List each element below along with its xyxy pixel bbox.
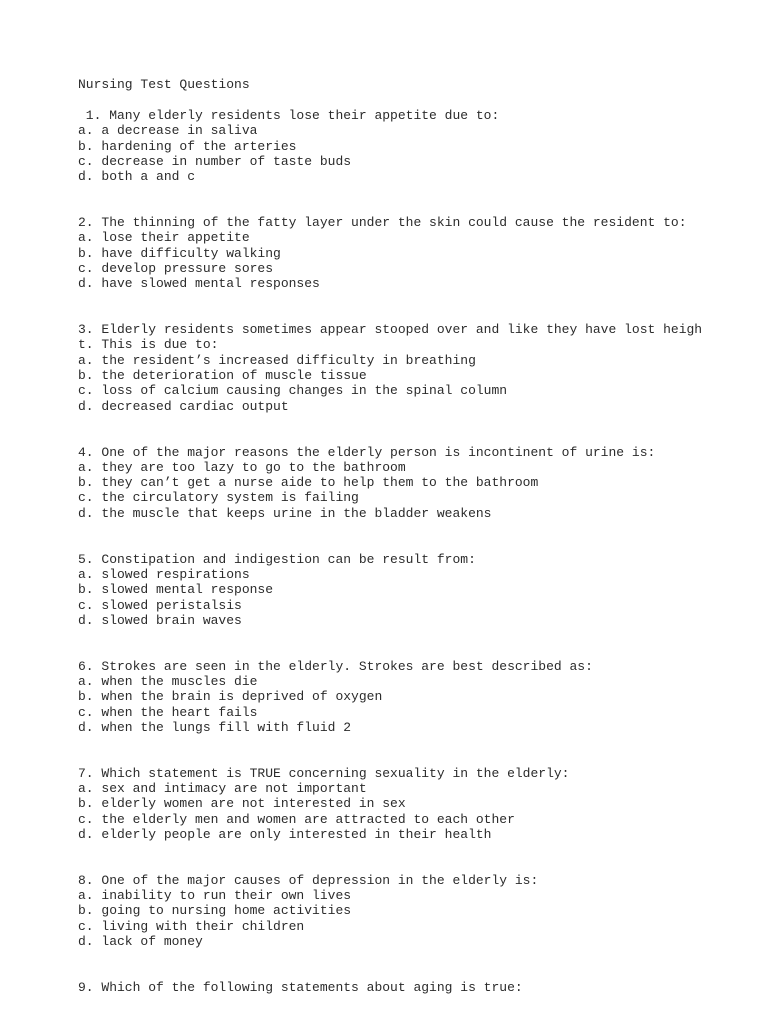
- document-title: Nursing Test Questions: [78, 77, 250, 92]
- answer-option-d: d. elderly people are only interested in their health: [78, 826, 492, 842]
- answer-option-b: b. they can’t get a nurse aide to help them to the bathroom: [78, 475, 539, 491]
- question-list: [78, 108, 758, 1026]
- answer-option-b: b. hardening of the arteries: [78, 138, 297, 154]
- answer-option-c: c. the elderly men and women are attracted to each other: [78, 811, 515, 827]
- answer-option-a: a. lose their appetite: [78, 230, 250, 246]
- answer-option-a: a. they are too lazy to go to the bathroom: [78, 459, 406, 475]
- answer-option-c: c. develop pressure sores: [78, 260, 274, 276]
- question-text: 9. Which of the following statements about aging is true:: [78, 979, 523, 995]
- answer-option-c: c. slowed peristalsis: [78, 597, 242, 613]
- question-text: 7. Which statement is TRUE concerning sexuality in the elderly:: [78, 765, 570, 781]
- question-text: 6. Strokes are seen in the elderly. Strokes are best described as:: [78, 658, 593, 674]
- question-text: 5. Constipation and indigestion can be result from:: [78, 551, 476, 567]
- answer-option-b: b. slowed mental response: [78, 582, 274, 598]
- answer-option-b: b. going to nursing home activities: [78, 903, 352, 919]
- answer-option-c: c. loss of calcium causing changes in the spinal column: [78, 383, 508, 399]
- answer-option-c: c. when the heart fails: [78, 704, 258, 720]
- answer-option-a: a. sex and intimacy are not important: [78, 781, 367, 797]
- answer-option-d: d. both a and c: [78, 169, 196, 185]
- answer-option-a: a. when the muscles die: [78, 673, 258, 689]
- answer-option-a: a. the resident’s increased difficulty in breathing: [78, 352, 476, 368]
- question-8: [78, 873, 758, 949]
- answer-option-b: b. have difficulty walking: [78, 245, 281, 261]
- question-4: [78, 445, 758, 521]
- question-text: 4. One of the major reasons the elderly person is incontinent of urine is:: [78, 444, 656, 460]
- answer-option-d: d. when the lungs fill with fluid 2: [78, 719, 352, 735]
- answer-option-d: d. lack of money: [78, 934, 203, 950]
- question-text: 1. Many elderly residents lose their appetite due to:: [78, 108, 500, 123]
- question-7: [78, 766, 758, 842]
- answer-option-c: c. the circulatory system is failing: [78, 490, 359, 506]
- answer-option-d: d. slowed brain waves: [78, 612, 242, 628]
- answer-option-d: d. have slowed mental responses: [78, 276, 320, 292]
- question-5: [78, 552, 758, 628]
- question-text: 3. Elderly residents sometimes appear stooped over and like they have lost heigh: [78, 322, 703, 338]
- question-2: [78, 215, 758, 291]
- question-text: 8. One of the major causes of depression in the elderly is:: [78, 872, 539, 888]
- answer-option-c: c. living with their children: [78, 918, 305, 934]
- answer-option-b: b. the deterioration of muscle tissue: [78, 368, 367, 384]
- answer-option-d: d. the muscle that keeps urine in the bladder weakens: [78, 505, 492, 521]
- answer-option-a: a. inability to run their own lives: [78, 888, 352, 904]
- question-1: [78, 108, 758, 184]
- answer-option-d: d. decreased cardiac output: [78, 398, 289, 414]
- answer-option-a: a. slowed respirations: [78, 566, 250, 582]
- answer-option-b: b. elderly women are not interested in sex: [78, 796, 406, 812]
- question-text-continued: t. This is due to:: [78, 337, 219, 353]
- question-3: [78, 322, 758, 414]
- answer-option-b: b. when the brain is deprived of oxygen: [78, 689, 383, 705]
- answer-option-c: c. decrease in number of taste buds: [78, 153, 352, 169]
- question-9: [78, 980, 758, 995]
- question-text: 2. The thinning of the fatty layer under the skin could cause the resident to:: [78, 215, 687, 231]
- question-6: [78, 659, 758, 735]
- answer-option-a: a. a decrease in saliva: [78, 123, 258, 139]
